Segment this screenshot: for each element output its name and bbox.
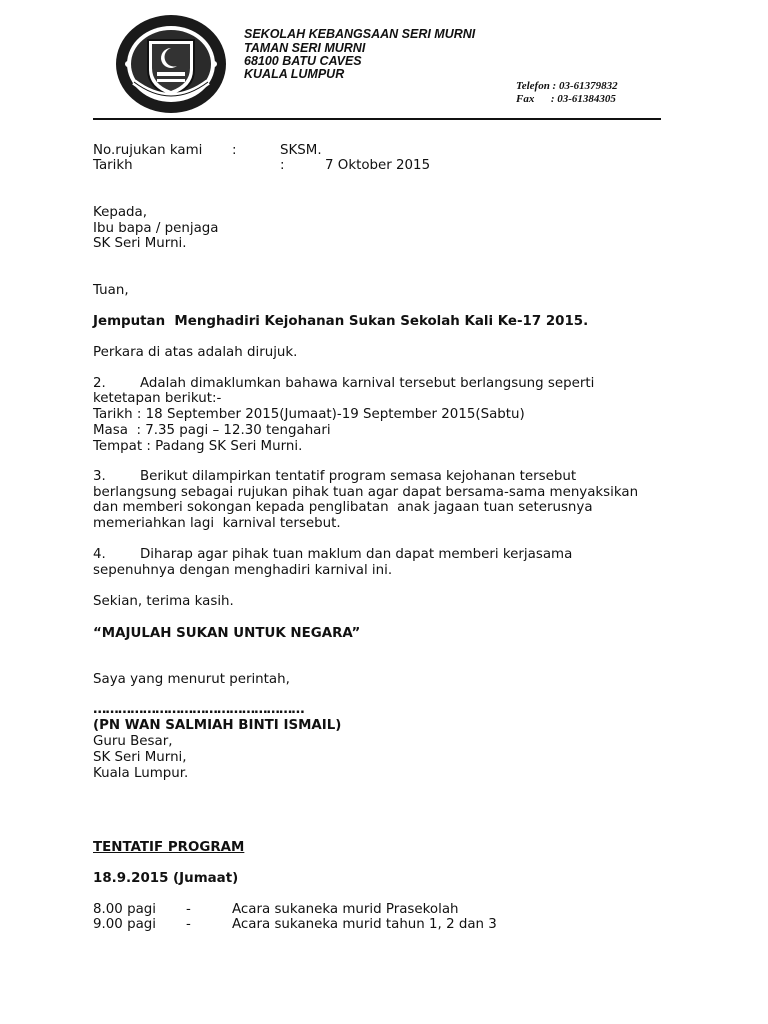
- motto: “MAJULAH SUKAN UNTUK NEGARA”: [93, 626, 361, 641]
- school-name: SEKOLAH KEBANGSAAN SERI MURNI: [244, 27, 476, 41]
- paragraph-2-line: ketetapan berikut:-: [93, 391, 222, 406]
- ref-label: No.rujukan kami: [93, 143, 203, 158]
- program-item-activity: Acara sukaneka murid tahun 1, 2 dan 3: [232, 917, 497, 932]
- event-venue: Tempat : Padang SK Seri Murni.: [93, 439, 303, 454]
- ref-value: SKSM.: [280, 143, 322, 158]
- school-crest-logo: [112, 12, 230, 116]
- date-colon: :: [280, 158, 285, 173]
- recipient-line: SK Seri Murni.: [93, 236, 187, 251]
- address-line-3: KUALA LUMPUR: [244, 67, 345, 81]
- program-heading: TENTATIF PROGRAM: [93, 840, 245, 855]
- signature-dots: ……………………………………………: [93, 702, 304, 717]
- program-item-dash: -: [186, 902, 191, 917]
- paragraph-4-number: 4.: [93, 547, 106, 562]
- address-line-1: TAMAN SERI MURNI: [244, 41, 366, 55]
- paragraph-3-line: berlangsung sebagai rujukan pihak tuan agar dapat bersama-sama menyaksikan: [93, 485, 639, 500]
- paragraph-3-line: dan memberi sokongan kepada penglibatan anak jagaan tuan seterusnya: [93, 500, 593, 515]
- signatory-school: SK Seri Murni,: [93, 750, 187, 765]
- signatory-title: Guru Besar,: [93, 734, 173, 749]
- program-item-dash: -: [186, 917, 191, 932]
- closing: Sekian, terima kasih.: [93, 594, 234, 609]
- recipient-line: Ibu bapa / penjaga: [93, 221, 219, 236]
- date-value: 7 Oktober 2015: [325, 158, 431, 173]
- signatory-name: (PN WAN SALMIAH BINTI ISMAIL): [93, 718, 342, 733]
- event-time: Masa : 7.35 pagi – 12.30 tengahari: [93, 423, 331, 438]
- paragraph-2-number: 2.: [93, 376, 106, 391]
- paragraph-3-number: 3.: [93, 469, 106, 484]
- telefon: Telefon : 03-61379832: [516, 80, 618, 92]
- event-date: Tarikh : 18 September 2015(Jumaat)-19 September 2015(Sabtu): [93, 407, 525, 422]
- program-item-time: 8.00 pagi: [93, 902, 156, 917]
- program-item-time: 9.00 pagi: [93, 917, 156, 932]
- address-line-2: 68100 BATU CAVES: [244, 54, 362, 68]
- program-day: 18.9.2015 (Jumaat): [93, 871, 239, 886]
- paragraph-3-line: memeriahkan lagi karnival tersebut.: [93, 516, 341, 531]
- paragraph-3-line: Berikut dilampirkan tentatif program semasa kejohanan tersebut: [140, 469, 577, 484]
- letterhead-divider: [93, 118, 661, 120]
- signature-intro: Saya yang menurut perintah,: [93, 672, 290, 687]
- paragraph-4-line: Diharap agar pihak tuan maklum dan dapat memberi kerjasama: [140, 547, 573, 562]
- paragraph-4-line: sepenuhnya dengan menghadiri karnival ini.: [93, 563, 393, 578]
- signatory-city: Kuala Lumpur.: [93, 766, 189, 781]
- program-item-activity: Acara sukaneka murid Prasekolah: [232, 902, 459, 917]
- subject: Jemputan Menghadiri Kejohanan Sukan Sekolah Kali Ke-17 2015.: [93, 314, 589, 329]
- salutation: Tuan,: [93, 283, 129, 298]
- ref-colon: :: [232, 143, 237, 158]
- fax: Fax : 03-61384305: [516, 93, 616, 105]
- paragraph-1: Perkara di atas adalah dirujuk.: [93, 345, 298, 360]
- recipient-line: Kepada,: [93, 205, 148, 220]
- date-label: Tarikh: [93, 158, 133, 173]
- paragraph-2-line: Adalah dimaklumkan bahawa karnival tersebut berlangsung seperti: [140, 376, 595, 391]
